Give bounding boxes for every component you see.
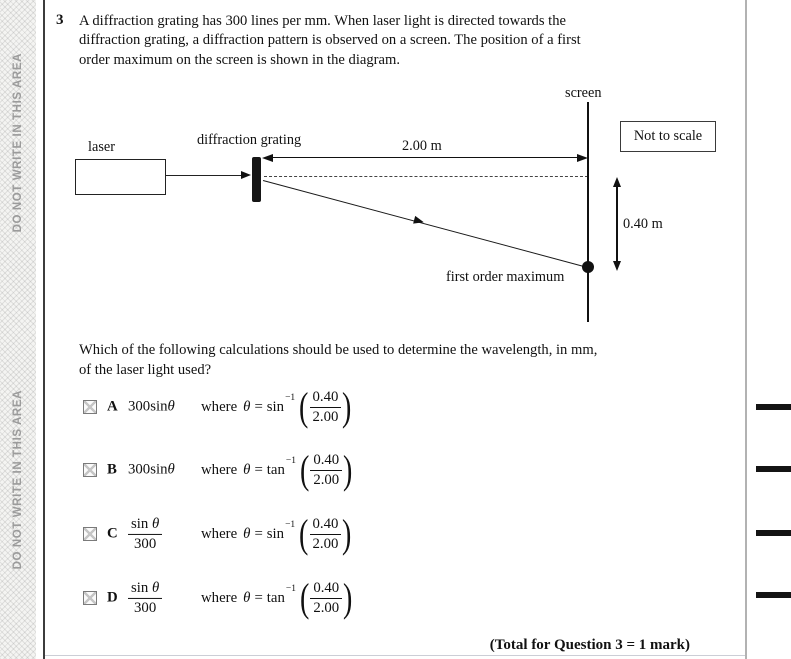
option-row-c[interactable] xyxy=(83,511,433,557)
theta-symbol: θ xyxy=(243,589,251,606)
function-name: sin xyxy=(266,525,285,542)
fraction-denominator: 2.00 xyxy=(312,408,339,425)
option-row-d[interactable] xyxy=(83,575,433,621)
left-border-rule xyxy=(43,0,45,659)
fraction-numerator xyxy=(128,516,162,535)
inverse-exponent: −1 xyxy=(285,393,296,404)
total-marks: (Total for Question 3 = 1 mark) xyxy=(489,637,690,653)
question-text-line: A diffraction grating has 300 lines per mm. When laser light is directed towards the xyxy=(79,13,567,29)
expression-coefficient: 300sin xyxy=(128,398,168,415)
fraction-denominator: 2.00 xyxy=(312,535,339,552)
theta-symbol: θ xyxy=(243,398,251,415)
ratio-fraction xyxy=(310,580,342,616)
do-not-write-text: DO NOT WRITE IN THIS AREA xyxy=(12,53,24,233)
ratio-fraction xyxy=(310,516,342,552)
not-to-scale-box xyxy=(620,121,716,152)
right-paren: ) xyxy=(342,384,352,429)
question-prompt xyxy=(79,341,597,380)
laser-beam-arrowhead-icon xyxy=(241,171,251,179)
fraction-numerator: 0.40 xyxy=(310,452,342,471)
option-d-letter: D xyxy=(107,589,118,606)
option-d-checkbox[interactable] xyxy=(83,591,97,605)
first-order-maximum-label: first order maximum xyxy=(446,269,565,285)
where-label: where xyxy=(201,398,238,415)
right-paren: ) xyxy=(342,511,352,556)
theta-symbol: θ xyxy=(151,579,160,596)
fraction-numerator: 0.40 xyxy=(310,389,342,408)
right-paren: ) xyxy=(343,575,353,620)
where-label: where xyxy=(201,589,238,606)
zero-order-dashed-line xyxy=(264,176,588,177)
distance-arrowhead-left-icon xyxy=(262,154,273,162)
laser-box xyxy=(75,159,166,195)
option-b-expression xyxy=(128,462,175,479)
theta-symbol: θ xyxy=(151,515,160,532)
prompt-line: Which of the following calculations should be used to determine the wavelength, in mm, xyxy=(79,342,598,358)
where-label: where xyxy=(201,525,238,542)
answer-mark-dash xyxy=(756,404,791,410)
theta-symbol: θ xyxy=(167,398,175,415)
inverse-function xyxy=(266,456,296,479)
expression-coefficient: 300sin xyxy=(128,461,168,478)
fraction-denominator: 300 xyxy=(134,535,157,552)
do-not-write-label-bottom xyxy=(0,382,36,578)
first-order-maximum-dot xyxy=(582,261,594,273)
left-paren: ( xyxy=(299,511,309,556)
inverse-function xyxy=(266,584,296,607)
laser-beam-line xyxy=(165,175,244,176)
inverse-function xyxy=(266,393,296,416)
right-border-rule xyxy=(745,0,747,659)
left-paren: ( xyxy=(299,384,309,429)
function-name: tan xyxy=(266,589,285,606)
where-label: where xyxy=(201,461,238,478)
option-c-where-clause xyxy=(201,511,353,556)
option-b-where-clause xyxy=(201,447,354,492)
option-c-expression xyxy=(128,516,162,552)
height-arrow-line xyxy=(616,184,618,263)
option-a-expression xyxy=(128,399,175,416)
option-d-expression xyxy=(128,580,162,616)
right-paren: ) xyxy=(343,447,353,492)
answer-mark-dash xyxy=(756,530,791,536)
equals-sign: = xyxy=(254,525,263,542)
option-a-checkbox[interactable] xyxy=(83,400,97,414)
diffraction-grating-bar xyxy=(252,157,261,202)
option-row-b[interactable] xyxy=(83,447,433,493)
laser-label: laser xyxy=(88,139,115,155)
first-order-ray-arrowhead-icon xyxy=(413,216,425,226)
do-not-write-margin xyxy=(0,0,36,659)
theta-symbol: θ xyxy=(243,461,251,478)
theta-symbol: θ xyxy=(167,461,175,478)
bottom-border-rule xyxy=(45,655,745,656)
function-name: tan xyxy=(266,461,285,478)
fraction-numerator: 0.40 xyxy=(310,516,342,535)
first-order-ray-line xyxy=(263,180,588,268)
left-paren: ( xyxy=(299,447,310,492)
grating-label: diffraction grating xyxy=(197,132,302,148)
option-b-checkbox[interactable] xyxy=(83,463,97,477)
function-name: sin xyxy=(131,579,149,596)
height-arrowhead-up-icon xyxy=(613,177,621,187)
question-text-line: diffraction grating, a diffraction pattern is observed on a screen. The position of a first xyxy=(79,32,581,49)
left-paren: ( xyxy=(299,575,310,620)
ratio-fraction xyxy=(310,452,342,488)
fraction-numerator: 0.40 xyxy=(310,580,342,599)
function-name: sin xyxy=(131,515,149,532)
option-c-letter: C xyxy=(107,525,118,542)
inverse-exponent: −1 xyxy=(285,456,296,467)
fraction-denominator: 2.00 xyxy=(313,599,340,616)
fraction-denominator: 2.00 xyxy=(313,471,340,488)
question-number: 3 xyxy=(56,12,64,28)
theta-symbol: θ xyxy=(243,525,251,542)
option-row-a[interactable] xyxy=(83,384,433,430)
do-not-write-text: DO NOT WRITE IN THIS AREA xyxy=(12,390,24,570)
height-arrowhead-down-icon xyxy=(613,261,621,271)
option-d-where-clause xyxy=(201,575,354,620)
option-c-checkbox[interactable] xyxy=(83,527,97,541)
answer-mark-dash xyxy=(756,592,791,598)
equals-sign: = xyxy=(254,589,263,606)
equals-sign: = xyxy=(254,398,263,415)
ratio-fraction xyxy=(310,389,342,425)
question-text xyxy=(79,12,581,70)
inverse-function xyxy=(266,520,296,543)
inverse-exponent: −1 xyxy=(285,520,296,531)
option-a-letter: A xyxy=(107,398,118,415)
prompt-line: of the laser light used? xyxy=(79,361,212,378)
not-to-scale-label: Not to scale xyxy=(633,128,703,144)
fraction-numerator xyxy=(128,580,162,599)
equals-sign: = xyxy=(254,461,263,478)
height-label: 0.40 m xyxy=(623,216,663,232)
function-name: sin xyxy=(266,398,285,415)
fraction-denominator: 300 xyxy=(134,599,157,616)
distance-arrow-line xyxy=(271,157,578,158)
screen-line xyxy=(587,102,589,322)
distance-label: 2.00 m xyxy=(402,138,442,154)
option-a-where-clause xyxy=(201,384,353,429)
do-not-write-label-top xyxy=(0,45,36,241)
inverse-exponent: −1 xyxy=(285,584,296,595)
answer-mark-dash xyxy=(756,466,791,472)
screen-label: screen xyxy=(565,85,602,101)
option-b-letter: B xyxy=(107,461,117,478)
question-text-line: order maximum on the screen is shown in the diagram. xyxy=(79,51,400,68)
